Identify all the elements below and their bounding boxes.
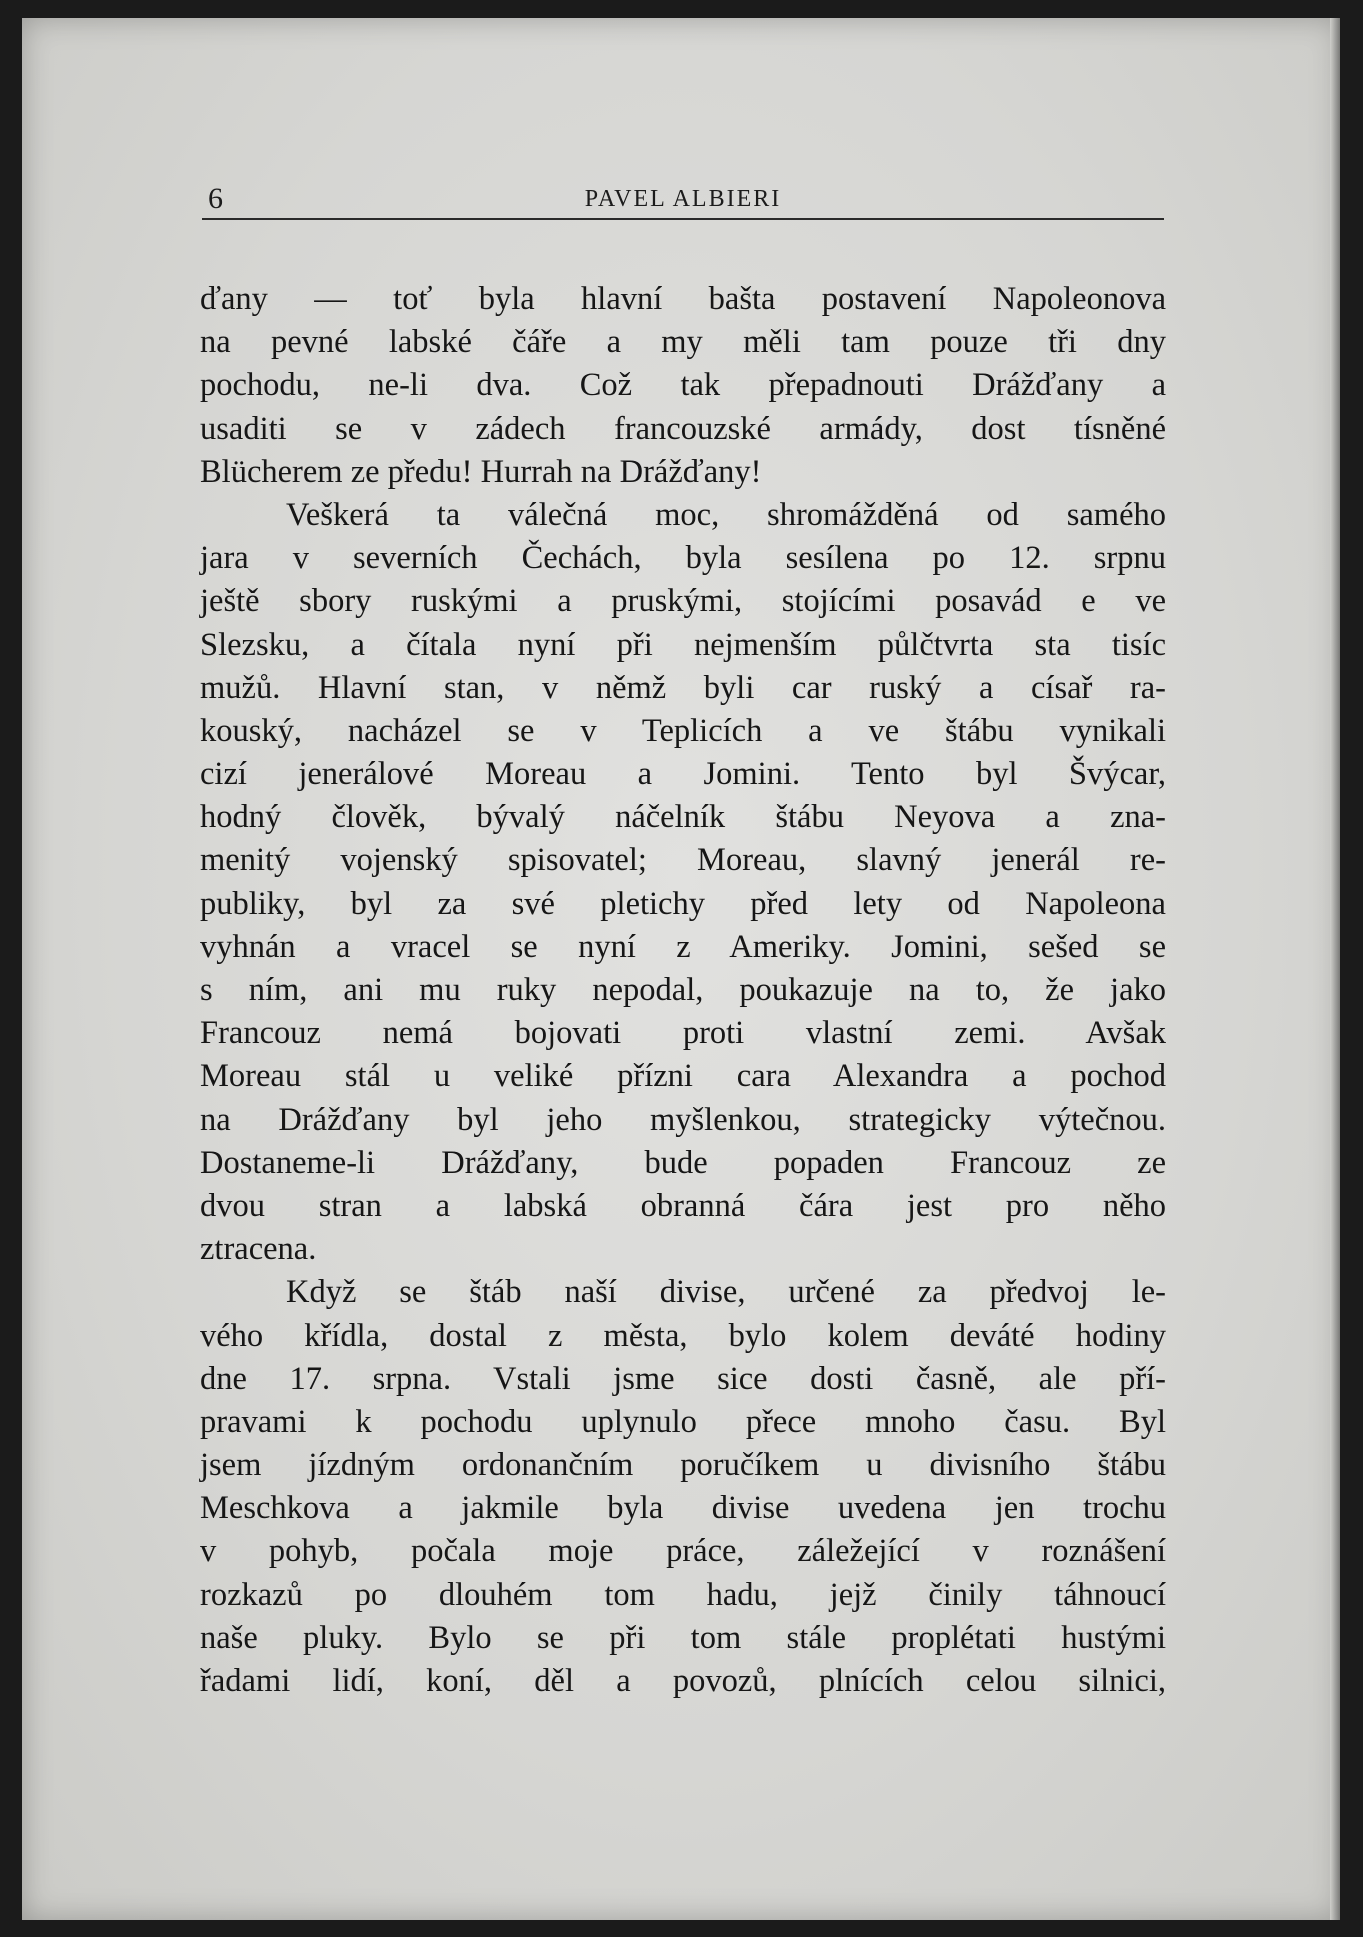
running-title: PAVEL ALBIERI	[584, 186, 782, 212]
body-text	[200, 278, 1166, 1703]
text-line: Meschkova a jakmile byla divise uvedena jen trochu	[200, 1490, 1166, 1527]
text-line: publiky, byl za své pletichy před lety od Napoleona	[200, 885, 1166, 922]
page-number: 6	[208, 182, 223, 215]
text-line: cizí jenerálové Moreau a Jomini. Tento byl Švýcar,	[200, 756, 1166, 793]
text-line: s ním, ani mu ruky nepodal, poukazuje na to, že jako	[200, 972, 1166, 1008]
text-line: Francouz nemá bojovati proti vlastní zemi. Avšak	[200, 1015, 1166, 1052]
text-line: hodný člověk, bývalý náčelník štábu Neyova a zna-	[200, 799, 1166, 836]
book-page	[22, 18, 1340, 1920]
text-line: pochodu, ne-li dva. Což tak přepadnouti Drážďany a	[200, 367, 1166, 404]
text-line: ďany — toť byla hlavní bašta postavení Napoleonova	[200, 281, 1166, 317]
text-line: vyhnán a vracel se nyní z Ameriky. Jomini, sešed se	[200, 928, 1166, 965]
text-line: dvou stran a labská obranná čára jest pro něho	[200, 1187, 1166, 1224]
text-line: rozkazů po dlouhém tom hadu, jejž činily táhnoucí	[200, 1576, 1166, 1613]
text-line: pravami k pochodu uplynulo přece mnoho času. Byl	[200, 1403, 1166, 1440]
text-line: naše pluky. Bylo se při tom stále proplétati hustými	[200, 1619, 1166, 1656]
text-line: ještě sbory ruskými a pruskými, stojícími posavád e ve	[200, 583, 1166, 620]
text-line: vého křídla, dostal z města, bylo kolem deváté hodiny	[200, 1317, 1166, 1354]
text-line: řadami lidí, koní, děl a povozů, plnících celou silnici,	[200, 1663, 1166, 1699]
text-line: na pevné labské čáře a my měli tam pouze tři dny	[200, 324, 1166, 361]
page-header	[202, 178, 1164, 220]
text-line: na Drážďany byl jeho myšlenkou, strategicky výtečnou.	[200, 1101, 1166, 1138]
text-line: ztracena.	[200, 1231, 317, 1268]
text-line: menitý vojenský spisovatel; Moreau, slavný jenerál re-	[200, 842, 1166, 879]
text-line: Dostaneme-li Drážďany, bude popaden Francouz ze	[200, 1144, 1166, 1181]
page-edge-shadow	[1330, 18, 1340, 1920]
text-line: Veškerá ta válečná moc, shromážděná od samého	[286, 496, 1166, 533]
text-line: kouský, nacházel se v Teplicích a ve štábu vynikali	[200, 712, 1166, 749]
text-line: Moreau stál u veliké přízni cara Alexandra a pochod	[200, 1058, 1166, 1095]
text-line: Blücherem ze předu! Hurrah na Drážďany!	[200, 453, 762, 490]
text-line: usaditi se v zádech francouzské armády, dost tísněné	[200, 410, 1166, 447]
text-line: Když se štáb naší divise, určené za předvoj le-	[286, 1274, 1166, 1311]
text-line: dne 17. srpna. Vstali jsme sice dosti časně, ale pří-	[200, 1360, 1166, 1397]
text-line: Slezsku, a čítala nyní při nejmenším půlčtvrta sta tisíc	[200, 626, 1166, 663]
text-line: mužů. Hlavní stan, v němž byli car ruský a císař ra-	[200, 669, 1166, 706]
text-line: v pohyb, počala moje práce, záležející v roznášení	[200, 1533, 1166, 1570]
text-line: jara v severních Čechách, byla sesílena po 12. srpnu	[200, 540, 1166, 577]
text-line: jsem jízdným ordonančním poručíkem u divisního štábu	[200, 1447, 1166, 1484]
